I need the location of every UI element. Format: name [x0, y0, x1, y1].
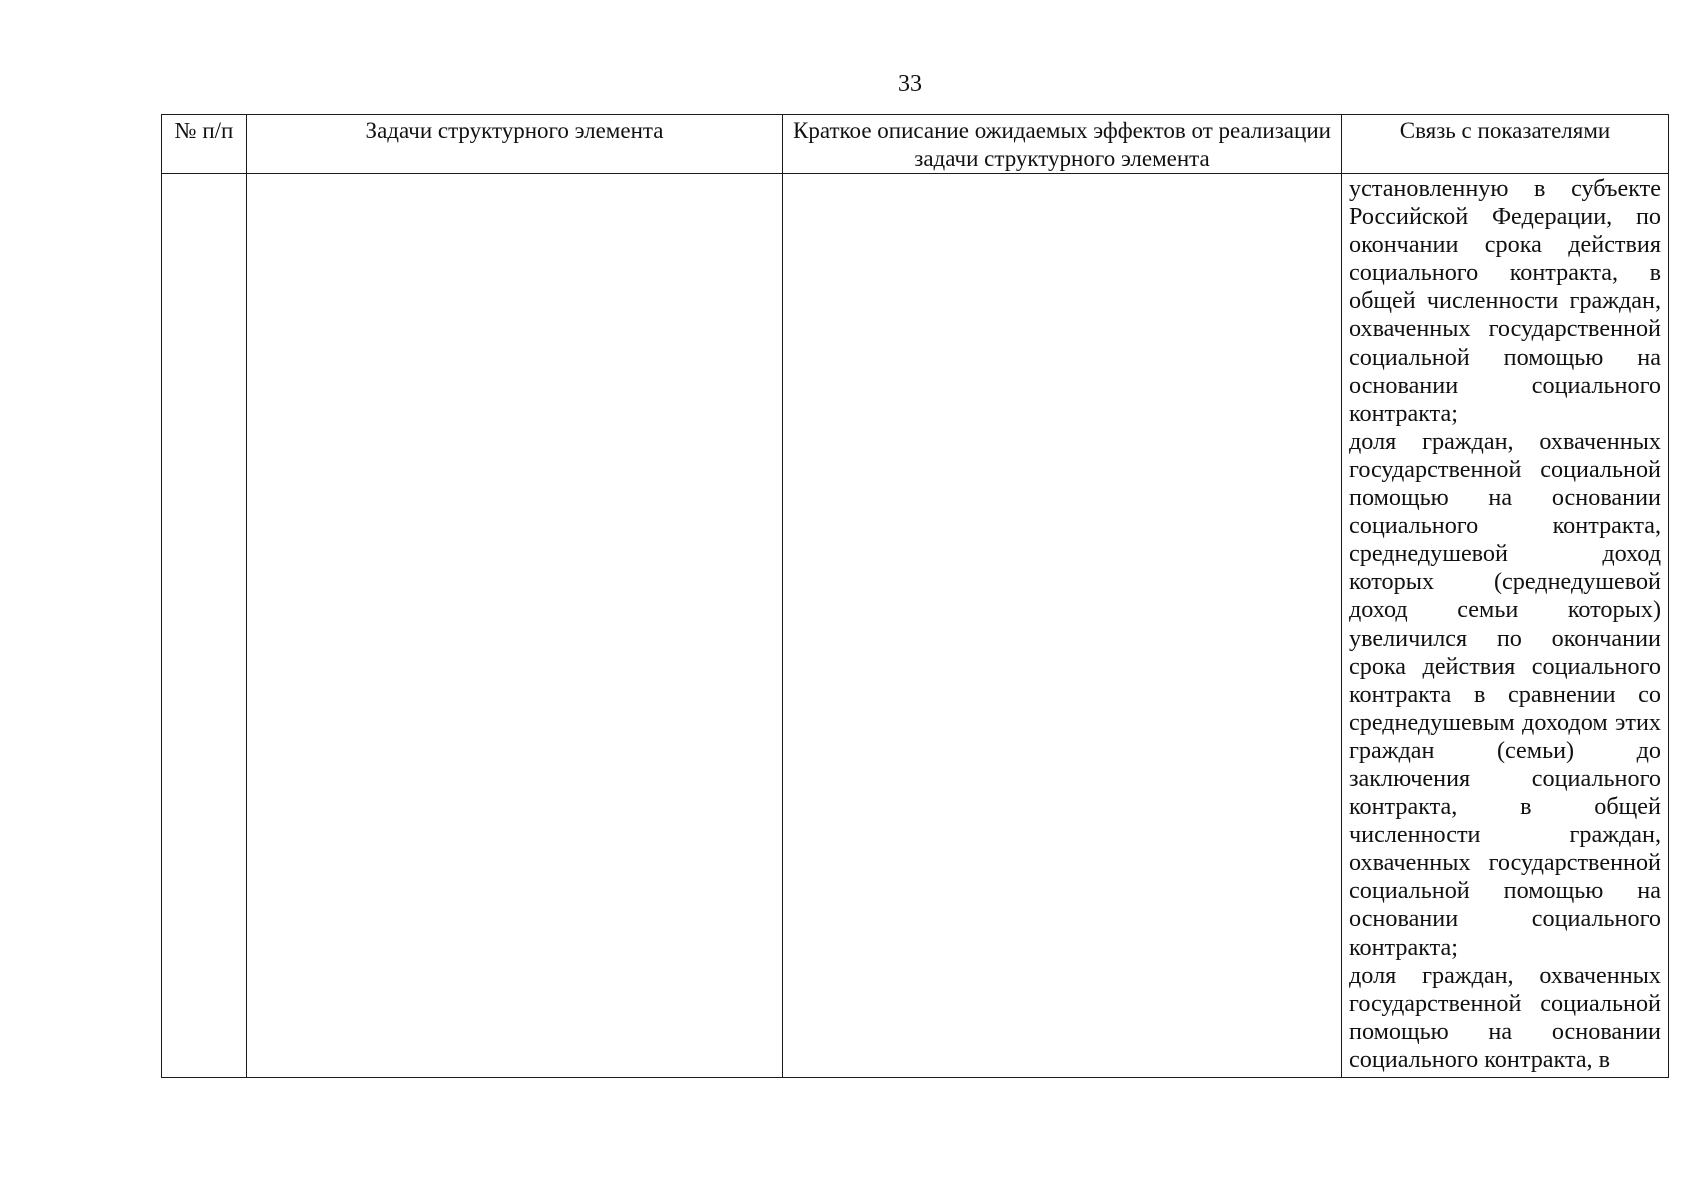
- table-header-row: [162, 115, 1669, 174]
- indicator-paragraph: установленную в субъекте Российской Федерации, по окончании срока действия социального контракта, в общей численности граждан, охваченных государственной социальной помощью на основании социального контракта;: [1349, 175, 1661, 427]
- header-effects-description: Краткое описание ожидаемых эффектов от реализации задачи структурного элемента: [783, 115, 1342, 174]
- table-row: [162, 174, 1669, 1078]
- cell-description: [783, 174, 1342, 1078]
- indicator-paragraph: доля граждан, охваченных государственной социальной помощью на основании социального контракта, среднедушевой доход которых (среднедушевой доход семьи которых) увеличился по окончании срока действия социального контракта в сравнении со среднедушевым доходом этих граждан (семьи) до заключения социального контракта, в общей численности граждан, охваченных государственной социальной помощью на основании социального контракта;: [1349, 427, 1661, 961]
- header-indicators-link: Связь с показателями: [1342, 115, 1669, 174]
- header-tasks: Задачи структурного элемента: [247, 115, 783, 174]
- cell-task: [247, 174, 783, 1078]
- cell-number: [162, 174, 247, 1078]
- page-number: 33: [898, 71, 922, 97]
- indicators-table: [161, 114, 1669, 1078]
- header-number: № п/п: [162, 115, 247, 174]
- indicators-text: [1342, 175, 1668, 1074]
- indicator-paragraph: доля граждан, охваченных государственной социальной помощью на основании социального контракта, в: [1349, 961, 1661, 1073]
- cell-indicators-link: [1342, 174, 1669, 1078]
